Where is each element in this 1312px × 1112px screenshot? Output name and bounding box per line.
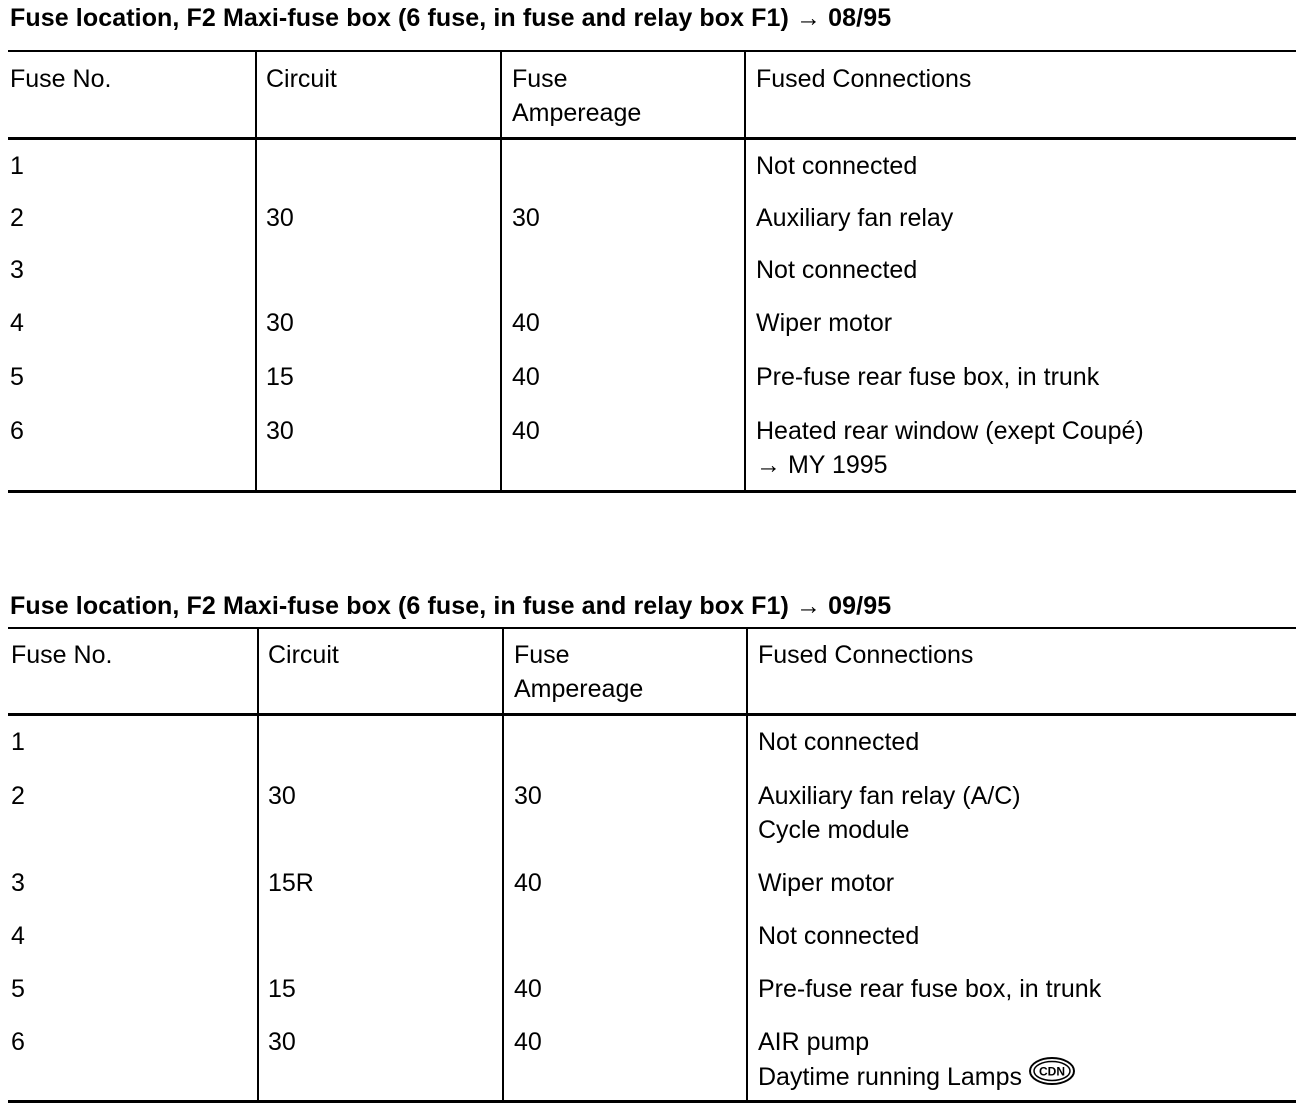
row-circuit: 30 <box>268 782 296 810</box>
header-connections: Fused Connections <box>756 65 972 93</box>
connection-line: Auxiliary fan relay (A/C) <box>758 782 1021 810</box>
header-circuit: Circuit <box>266 65 337 93</box>
header-amperage <box>514 638 643 706</box>
table-title: Fuse location, F2 Maxi-fuse box (6 fuse, in fuse and relay box F1) → 09/95 <box>10 592 892 620</box>
row-connection: Wiper motor <box>756 309 893 337</box>
row-connection <box>758 1025 1076 1098</box>
row-connection: Pre-fuse rear fuse box, in trunk <box>756 363 1100 391</box>
row-connection: Not connected <box>758 728 920 756</box>
row-circuit: 30 <box>266 309 294 337</box>
row-circuit: 30 <box>266 204 294 232</box>
row-circuit: 15 <box>268 975 296 1003</box>
table-title: Fuse location, F2 Maxi-fuse box (6 fuse, in fuse and relay box F1) → 08/95 <box>10 4 892 32</box>
row-fuse-no: 5 <box>10 363 24 391</box>
row-fuse-no: 6 <box>11 1028 25 1056</box>
row-connection: Not connected <box>758 922 920 950</box>
connection-line: → MY 1995 <box>756 451 888 479</box>
connection-line: Heated rear window (exept Coupé) <box>756 417 1144 445</box>
row-fuse-no: 2 <box>11 782 25 810</box>
row-amperage: 40 <box>512 417 540 445</box>
column-divider <box>257 629 259 1102</box>
row-fuse-no: 2 <box>10 204 24 232</box>
row-circuit: 15R <box>268 869 314 897</box>
row-amperage: 40 <box>514 869 542 897</box>
header-fuse-no: Fuse No. <box>10 65 112 93</box>
header-amperage-line: Fuse <box>512 65 568 93</box>
row-amperage: 30 <box>514 782 542 810</box>
row-connection: Auxiliary fan relay <box>756 204 954 232</box>
cdn-badge-text: CDN <box>1039 1064 1066 1079</box>
row-fuse-no: 1 <box>10 152 24 180</box>
row-amperage: 40 <box>512 363 540 391</box>
cdn-oval-icon <box>1028 1056 1076 1095</box>
row-connection: Not connected <box>756 152 918 180</box>
row-connection: Not connected <box>756 256 918 284</box>
row-fuse-no: 6 <box>10 417 24 445</box>
header-circuit: Circuit <box>268 641 339 669</box>
header-fuse-no: Fuse No. <box>11 641 113 669</box>
header-connections: Fused Connections <box>758 641 974 669</box>
bottom-rule <box>8 1100 1296 1103</box>
row-fuse-no: 3 <box>11 869 25 897</box>
row-amperage: 40 <box>512 309 540 337</box>
row-amperage: 40 <box>514 975 542 1003</box>
row-amperage: 40 <box>514 1028 542 1056</box>
row-fuse-no: 4 <box>11 922 25 950</box>
header-amperage-line: Ampereage <box>514 675 644 703</box>
row-circuit: 30 <box>268 1028 296 1056</box>
row-amperage: 30 <box>512 204 540 232</box>
row-connection: Wiper motor <box>758 869 895 897</box>
header-amperage-line: Fuse <box>514 641 570 669</box>
row-fuse-no: 3 <box>10 256 24 284</box>
connection-text: Daytime running Lamps <box>758 1063 1023 1092</box>
row-fuse-no: 1 <box>11 728 25 756</box>
row-connection <box>758 779 1021 847</box>
row-fuse-no: 4 <box>10 309 24 337</box>
connection-line: AIR pump <box>758 1028 870 1056</box>
row-fuse-no: 5 <box>11 975 25 1003</box>
row-circuit: 30 <box>266 417 294 445</box>
row-connection: Pre-fuse rear fuse box, in trunk <box>758 975 1102 1003</box>
header-amperage-line: Ampereage <box>512 99 642 127</box>
connection-line: Cycle module <box>758 816 910 844</box>
column-divider <box>502 629 504 1102</box>
header-rule <box>8 713 1296 716</box>
column-divider <box>746 629 748 1102</box>
row-circuit: 15 <box>266 363 294 391</box>
top-rule <box>8 627 1296 629</box>
connection-line <box>758 1059 1076 1098</box>
